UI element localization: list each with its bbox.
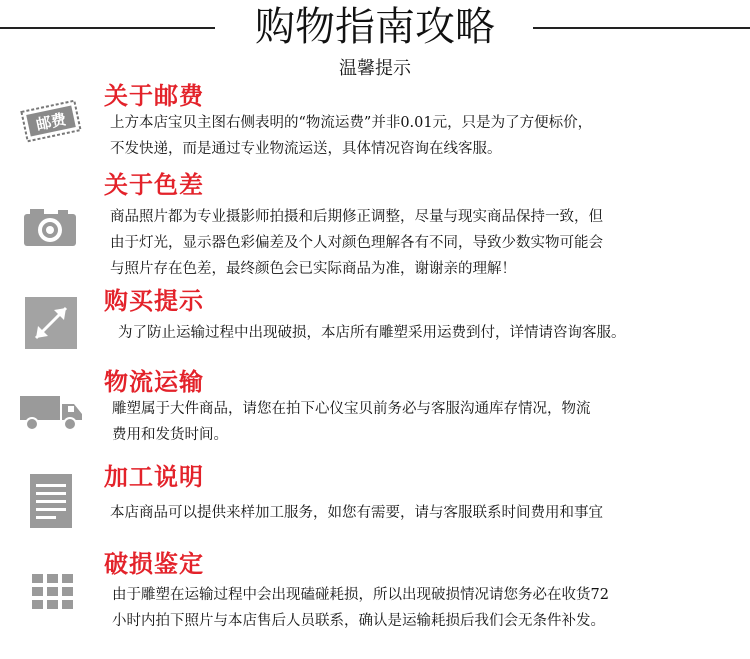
section-line: 不发快递，而是通过专业物流运送，具体情况咨询在线客服。	[110, 141, 502, 157]
section-heading: 破损鉴定	[104, 550, 204, 578]
section-body	[110, 110, 750, 162]
section-line: 商品照片都为专业摄影师拍摄和后期修正调整，尽量与现实商品保持一致，但	[110, 209, 603, 225]
section-line: 小时内拍下照片与本店售后人员联系，确认是运输耗损后我们会无条件补发。	[112, 613, 605, 629]
section-line: 由于雕塑在运输过程中会出现磕碰耗损，所以出现破损情况请您务必在收货72	[112, 587, 609, 603]
section-line: 为了防止运输过程中出现破损，本店所有雕塑采用运费到付，详情请咨询客服。	[118, 325, 626, 341]
postage-stamp-label: 邮费	[34, 110, 68, 134]
section-body	[112, 396, 750, 448]
section-line: 上方本店宝贝主图右侧表明的“物流运费”并非0.01元，只是为了方便标价，	[110, 115, 593, 131]
truck-icon	[18, 392, 84, 432]
section-body	[110, 500, 750, 526]
section-heading: 关于色差	[104, 171, 204, 199]
section-heading: 关于邮费	[104, 82, 204, 110]
page-subtitle: 温馨提示	[339, 58, 411, 79]
section-body	[118, 320, 750, 346]
section-line: 由于灯光，显示器色彩偏差及个人对颜色理解各有不同，导致少数实物可能会	[110, 235, 603, 251]
section-line: 本店商品可以提供来样加工服务，如您有需要，请与客服联系时间费用和事宜	[110, 505, 603, 521]
section-line: 与照片存在色差，最终颜色会已实际商品为准，谢谢亲的理解！	[110, 261, 516, 277]
section-heading: 物流运输	[104, 368, 204, 396]
section-body	[110, 204, 750, 282]
section-body	[112, 582, 750, 634]
page-title: 购物指南攻略	[255, 4, 495, 50]
section-heading: 购买提示	[104, 287, 204, 315]
section-line: 费用和发货时间。	[112, 427, 228, 443]
grid-icon	[30, 572, 74, 612]
document-icon	[28, 472, 74, 530]
section-line: 雕塑属于大件商品，请您在拍下心仪宝贝前务必与客服沟通库存情况，物流	[112, 401, 591, 417]
resize-arrow-icon	[24, 296, 78, 350]
section-heading: 加工说明	[104, 463, 204, 491]
postage-stamp-icon	[16, 98, 86, 144]
camera-icon	[22, 206, 78, 248]
